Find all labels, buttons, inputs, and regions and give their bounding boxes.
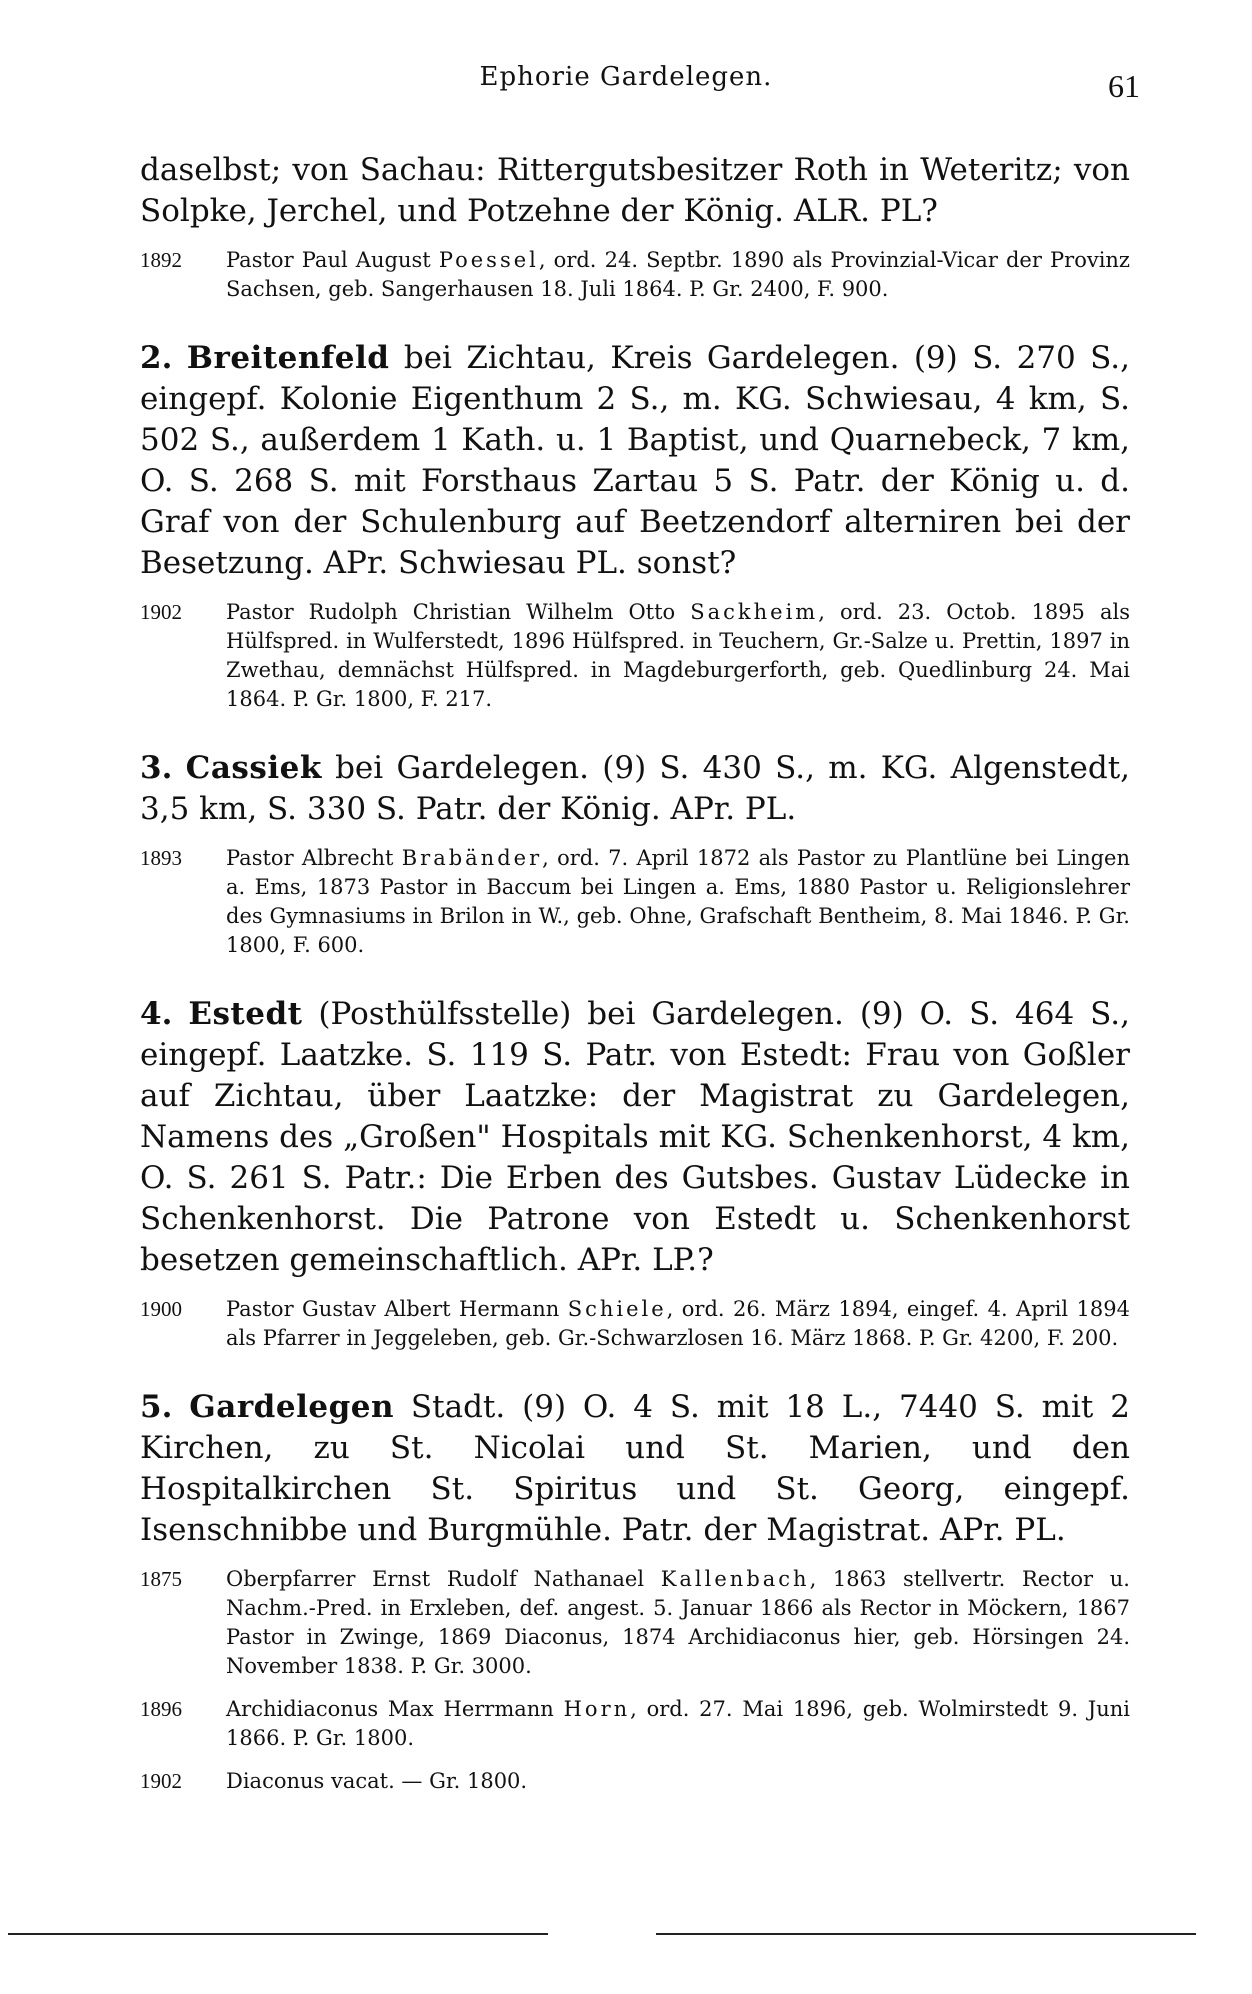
entry-surname: Poessel (438, 248, 539, 272)
entry-prefix: Pastor Albrecht (226, 846, 402, 870)
parish-text: bei Zichtau, Kreis Gardelegen. (9) S. 270 S., eingepf. Kolonie Eigenthum 2 S., m. KG. Schwiesau, 4 km, S. 502 S., außerdem 1 Kath. u. 1 Baptist, und Quarnebeck, 7 km, O. S. 268 S. mit Forsthaus Zartau 5 S. Patr. der König u. d. Graf von der Schulenburg auf Beetzendorf alterniren bei der Besetzung. APr. Schwiesau PL. sonst? (140, 340, 1130, 581)
entry-year: 1900 (140, 1297, 182, 1321)
clergy-entry (140, 1565, 1130, 1681)
clergy-entry (140, 246, 1130, 304)
section-number: 4. (140, 996, 173, 1032)
parish-name: Cassiek (185, 750, 322, 786)
clergy-entry (140, 1767, 1130, 1796)
parish-section-4 (140, 994, 1130, 1281)
parish-section-3 (140, 748, 1130, 830)
section-number: 3. (140, 750, 173, 786)
page-number: 61 (1108, 68, 1140, 104)
running-head: Ephorie Gardelegen. (479, 62, 773, 92)
entry-year: 1902 (140, 1769, 182, 1793)
section-number: 5. (140, 1389, 173, 1425)
clergy-entry (140, 1295, 1130, 1353)
entry-surname: Sackheim (690, 600, 819, 624)
entry-text (226, 246, 1130, 304)
entry-year: 1896 (140, 1697, 182, 1721)
entry-prefix: Archidiaconus Max Herrmann (226, 1697, 564, 1721)
entry-prefix: Diaconus vacat. — Gr. 1800. (226, 1769, 528, 1793)
footer-rule-right (656, 1933, 1196, 1935)
entry-rest: , ord. 24. Septbr. 1890 als Provinzial-Vicar der Provinz Sachsen, geb. Sangerhausen 18. Juli 1864. P. Gr. 2400, F. 900. (226, 248, 1130, 301)
entry-prefix: Oberpfarrer Ernst Rudolf Nathanael (226, 1567, 661, 1591)
entry-year: 1902 (140, 600, 182, 624)
entry-text (226, 1695, 1130, 1753)
entry-text (226, 1565, 1130, 1681)
entry-rest: , ord. 27. Mai 1896, geb. Wolmirstedt 9. Juni 1866. P. Gr. 1800. (226, 1697, 1130, 1750)
entry-year: 1892 (140, 248, 182, 272)
parish-text: bei Gardelegen. (9) S. 430 S., m. KG. Algenstedt, 3,5 km, S. 330 S. Patr. der König. APr. PL. (140, 750, 1131, 827)
entry-rest: , 1863 stellvertr. Rector u. Nachm.-Pred. in Erxleben, def. angest. 5. Januar 1866 als Rector in Möckern, 1867 Pastor in Zwinge, 1869 Diaconus, 1874 Archidiaconus hier, geb. Hörsingen 24. November 1838. P. Gr. 3000. (226, 1567, 1130, 1678)
parish-text: (Posthülfsstelle) bei Gardelegen. (9) O. S. 464 S., eingepf. Laatzke. S. 119 S. Patr. von Estedt: Frau von Goßler auf Zichtau, über Laatzke: der Magistrat zu Gardelegen, Namens des „Großen" Hospitals mit KG. Schenkenhorst, 4 km, O. S. 261 S. Patr.: Die Erben des Gutsbes. Gustav Lüdecke in Schenkenhorst. Die Patrone von Estedt u. Schenkenhorst besetzen gemeinschaftlich. APr. LP.? (140, 996, 1130, 1278)
entry-text (226, 844, 1130, 960)
entry-text (226, 598, 1130, 714)
clergy-entry (140, 844, 1130, 960)
entry-prefix: Pastor Paul August (226, 248, 439, 272)
entry-prefix: Pastor Rudolph Christian Wilhelm Otto (226, 600, 691, 624)
parish-name: Gardelegen (189, 1389, 395, 1425)
entry-text (226, 1767, 1130, 1796)
section-number: 2. (140, 340, 173, 376)
entry-year: 1893 (140, 846, 182, 870)
footer-rule-left (8, 1933, 548, 1935)
parish-name: Breitenfeld (186, 340, 390, 376)
entry-surname: Horn (563, 1697, 631, 1721)
page-content (140, 150, 1130, 1796)
entry-surname: Brabänder (401, 846, 543, 870)
entry-surname: Kallenbach (660, 1567, 810, 1591)
intro-paragraph: daselbst; von Sachau: Rittergutsbesitzer Roth in Weteritz; von Solpke, Jerchel, und Potzehne der König. ALR. PL? (140, 152, 1130, 229)
clergy-entry (140, 598, 1130, 714)
entry-prefix: Pastor Gustav Albert Hermann (226, 1297, 568, 1321)
entry-surname: Schiele (567, 1297, 667, 1321)
entry-rest: , ord. 7. April 1872 als Pastor zu Plantlüne bei Lingen a. Ems, 1873 Pastor in Baccum bei Lingen a. Ems, 1880 Pastor u. Religionslehrer des Gymnasiums in Brilon in W., geb. Ohne, Grafschaft Bentheim, 8. Mai 1846. P. Gr. 1800, F. 600. (226, 846, 1130, 957)
entry-year: 1875 (140, 1567, 182, 1591)
parish-text: Stadt. (9) O. 4 S. mit 18 L., 7440 S. mit 2 Kirchen, zu St. Nicolai und St. Marien, und den Hospitalkirchen St. Spiritus und St. Georg, eingepf. Isenschnibbe und Burgmühle. Patr. der Magistrat. APr. PL. (140, 1389, 1131, 1548)
parish-section-5 (140, 1387, 1130, 1551)
parish-name: Estedt (188, 996, 303, 1032)
entry-rest: , ord. 26. März 1894, eingef. 4. April 1894 als Pfarrer in Jeggeleben, geb. Gr.-Schwarzlosen 16. März 1868. P. Gr. 4200, F. 200. (226, 1297, 1130, 1350)
clergy-entry (140, 1695, 1130, 1753)
entry-rest: , ord. 23. Octob. 1895 als Hülfspred. in Wulferstedt, 1896 Hülfspred. in Teuchern, Gr.-Salze u. Prettin, 1897 in Zwethau, demnächst Hülfspred. in Magdeburgerforth, geb. Quedlinburg 24. Mai 1864. P. Gr. 1800, F. 217. (226, 600, 1130, 711)
entry-text (226, 1295, 1130, 1353)
parish-section-2 (140, 338, 1130, 584)
